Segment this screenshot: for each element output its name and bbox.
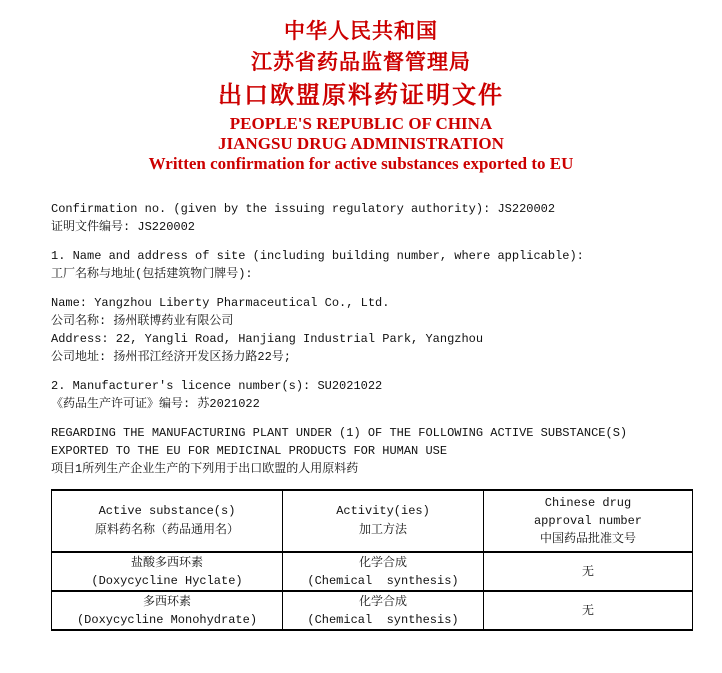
activity-en: (Chemical synthesis) — [307, 612, 459, 627]
title-cn-agency: 江苏省药品监督管理局 — [251, 50, 471, 74]
site-name-en: Name: Yangzhou Liberty Pharmaceutical Co., Ltd. — [51, 296, 390, 310]
col-header-activity-en: Activity(ies) — [336, 504, 430, 518]
activity-cn: 化学合成 — [358, 555, 407, 570]
activity-cell — [283, 591, 484, 630]
approval-value: 无 — [581, 564, 594, 579]
title-en-agency: JIANGSU DRUG ADMINISTRATION — [218, 134, 504, 153]
substance-cell — [52, 591, 283, 630]
col-header-substance-en: Active substance(s) — [98, 504, 236, 518]
title-cn-doc: 出口欧盟原料药证明文件 — [218, 83, 504, 109]
section-2-heading — [51, 377, 692, 413]
site-name-cn: 公司名称: 扬州联博药业有限公司 — [51, 314, 234, 328]
active-substances-table — [51, 489, 693, 631]
site-address-en: Address: 22, Yangli Road, Hanjiang Industrial Park, Yangzhou — [51, 332, 484, 346]
col-header-approval-line1: Chinese drug — [544, 496, 632, 510]
section-1-heading-cn: 工厂名称与地址(包括建筑物门牌号): — [51, 267, 253, 281]
site-address-cn: 公司地址: 扬州邗江经济开发区扬力路22号; — [51, 350, 292, 364]
section-2-heading-en: 2. Manufacturer's licence number(s): SU2021022 — [51, 379, 383, 393]
confirmation-number-en: Confirmation no. (given by the issuing regulatory authority): JS220002 — [51, 202, 556, 216]
substance-name-cn: 多西环素 — [142, 594, 191, 609]
col-header-approval-line3: 中国药品批准文号 — [539, 532, 636, 546]
activity-cell — [283, 552, 484, 591]
regarding-line-2: EXPORTED TO THE EU FOR MEDICINAL PRODUCTS FOR HUMAN USE — [51, 444, 448, 458]
confirmation-number-block — [51, 200, 692, 236]
table-header-row — [52, 490, 693, 552]
site-name-address-block — [51, 294, 692, 366]
col-header-activity-cn: 加工方法 — [358, 523, 407, 537]
document-body — [51, 200, 692, 631]
substance-cell — [52, 552, 283, 591]
section-2-heading-cn: 《药品生产许可证》编号: 苏2021022 — [51, 397, 260, 411]
letterhead — [0, 0, 722, 174]
section-1-heading — [51, 247, 692, 283]
col-header-activity — [283, 490, 484, 552]
approval-cell — [484, 591, 693, 630]
approval-cell — [484, 552, 693, 591]
section-1-heading-en: 1. Name and address of site (including building number, where applicable): — [51, 249, 584, 263]
regarding-statement — [51, 424, 692, 478]
regarding-line-3: 项目1所列生产企业生产的下列用于出口欧盟的人用原料药 — [51, 462, 359, 476]
title-en-country: PEOPLE'S REPUBLIC OF CHINA — [229, 114, 493, 133]
col-header-substance — [52, 490, 283, 552]
title-en-doc: Written confirmation for active substances exported to EU — [148, 154, 574, 173]
activity-en: (Chemical synthesis) — [307, 573, 459, 588]
approval-value: 无 — [581, 603, 594, 618]
col-header-approval-line2: approval number — [533, 514, 643, 528]
substance-name-en: (Doxycycline Monohydrate) — [76, 612, 258, 627]
substance-name-en: (Doxycycline Hyclate) — [91, 573, 243, 588]
col-header-approval — [484, 490, 693, 552]
col-header-substance-cn: 原料药名称（药品通用名） — [94, 523, 239, 537]
table-row — [52, 591, 693, 630]
title-cn-country: 中华人民共和国 — [284, 19, 438, 43]
activity-cn: 化学合成 — [358, 594, 407, 609]
regarding-line-1: REGARDING THE MANUFACTURING PLANT UNDER (1) OF THE FOLLOWING ACTIVE SUBSTANCE(S) — [51, 426, 628, 440]
substance-name-cn: 盐酸多西环素 — [130, 555, 203, 570]
table-row — [52, 552, 693, 591]
confirmation-number-cn: 证明文件编号: JS220002 — [51, 220, 196, 234]
